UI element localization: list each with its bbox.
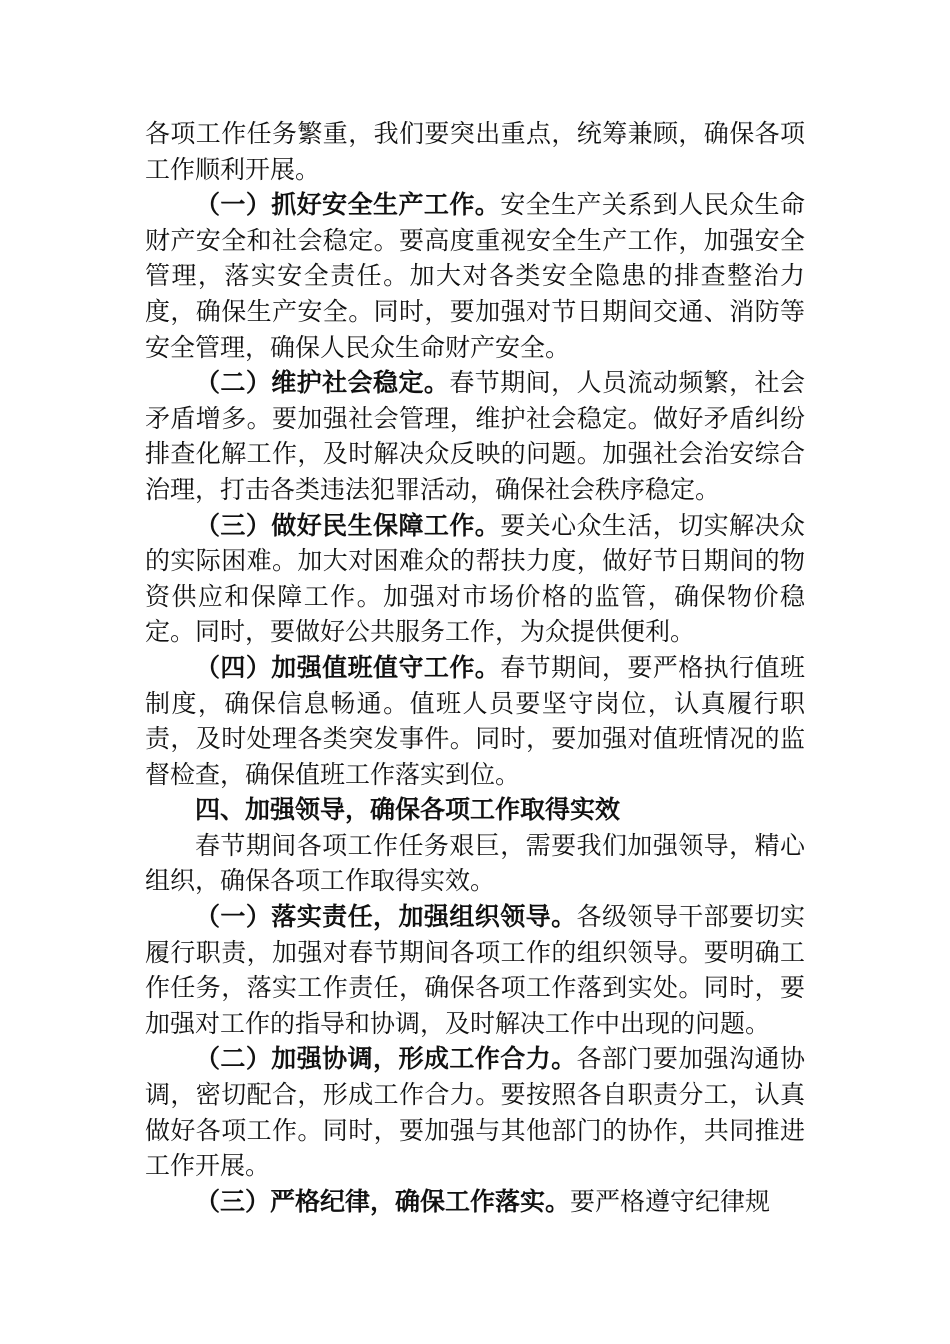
section4-item-2-body: 各部门要加强沟通协调，密切配合，形成工作合力。要按照各自职责分工，认真做好各项工作。同时，要加强与其他部门的协作，共同推进工作开展。 <box>145 1044 805 1181</box>
section4-item-1-lead: （一）落实责任，加强组织领导。 <box>195 902 577 932</box>
section4-item-3 <box>145 1184 805 1220</box>
intro-continuation-text: 各项工作任务繁重，我们要突出重点，统筹兼顾，确保各项工作顺利开展。 <box>145 119 805 184</box>
section3-item-2 <box>145 365 805 507</box>
section3-item-2-lead: （二）维护社会稳定。 <box>195 368 450 398</box>
section3-item-3-body: 要关心众生活，切实解决众的实际困难。加大对困难众的帮扶力度，做好节日期间的物资供应和保障工作。加强对市场价格的监管，确保物价稳定。同时，要做好公共服务工作，为众提供便利。 <box>145 510 805 647</box>
section4-item-3-body: 要严格遵守纪律规 <box>570 1186 771 1216</box>
section4-item-3-lead: （三）严格纪律，确保工作落实。 <box>195 1186 571 1216</box>
section4-item-1 <box>145 899 805 1041</box>
section4-heading: 四、加强领导，确保各项工作取得实效 <box>195 795 621 825</box>
section4-item-1-body: 各级领导干部要切实履行职责，加强对春节期间各项工作的组织领导。要明确工作任务，落实工作责任，确保各项工作落到实处。同时，要加强对工作的指导和协调，及时解决工作中出现的问题。 <box>145 902 805 1038</box>
section3-item-3 <box>145 508 805 650</box>
section3-item-2-body: 春节期间，人员流动频繁，社会矛盾增多。要加强社会管理，维护社会稳定。做好矛盾纠纷排查化解工作，及时解决众反映的问题。加强社会治安综合治理，打击各类违法犯罪活动，确保社会秩序稳定。 <box>145 368 805 504</box>
section3-item-4-lead: （四）加强值班值守工作。 <box>195 652 501 682</box>
section3-item-1-body: 安全生产关系到人民众生命财产安全和社会稳定。要高度重视安全生产工作，加强安全管理，落实安全责任。加大对各类安全隐患的排查整治力度，确保生产安全。同时，要加强对节日期间交通、消防等安全管理，确保人民众生命财产安全。 <box>145 190 805 362</box>
section4-item-2-lead: （二）加强协调，形成工作合力。 <box>195 1044 577 1074</box>
section4-intro-text: 春节期间各项工作任务艰巨，需要我们加强领导，精心组织，确保各项工作取得实效。 <box>145 830 805 896</box>
section4-intro-paragraph <box>145 828 805 899</box>
section3-item-1-lead: （一）抓好安全生产工作。 <box>195 190 501 220</box>
intro-continuation-paragraph <box>145 116 805 187</box>
section3-item-4 <box>145 650 805 792</box>
section3-item-3-lead: （三）做好民生保障工作。 <box>195 510 501 540</box>
section3-item-4-body: 春节期间，要严格执行值班制度，确保信息畅通。值班人员要坚守岗位，认真履行职责，及时处理各类突发事件。同时，要加强对值班情况的监督检查，确保值班工作落实到位。 <box>145 652 805 789</box>
document-page <box>145 116 805 1219</box>
section3-item-1 <box>145 187 805 365</box>
section4-item-2 <box>145 1041 805 1183</box>
